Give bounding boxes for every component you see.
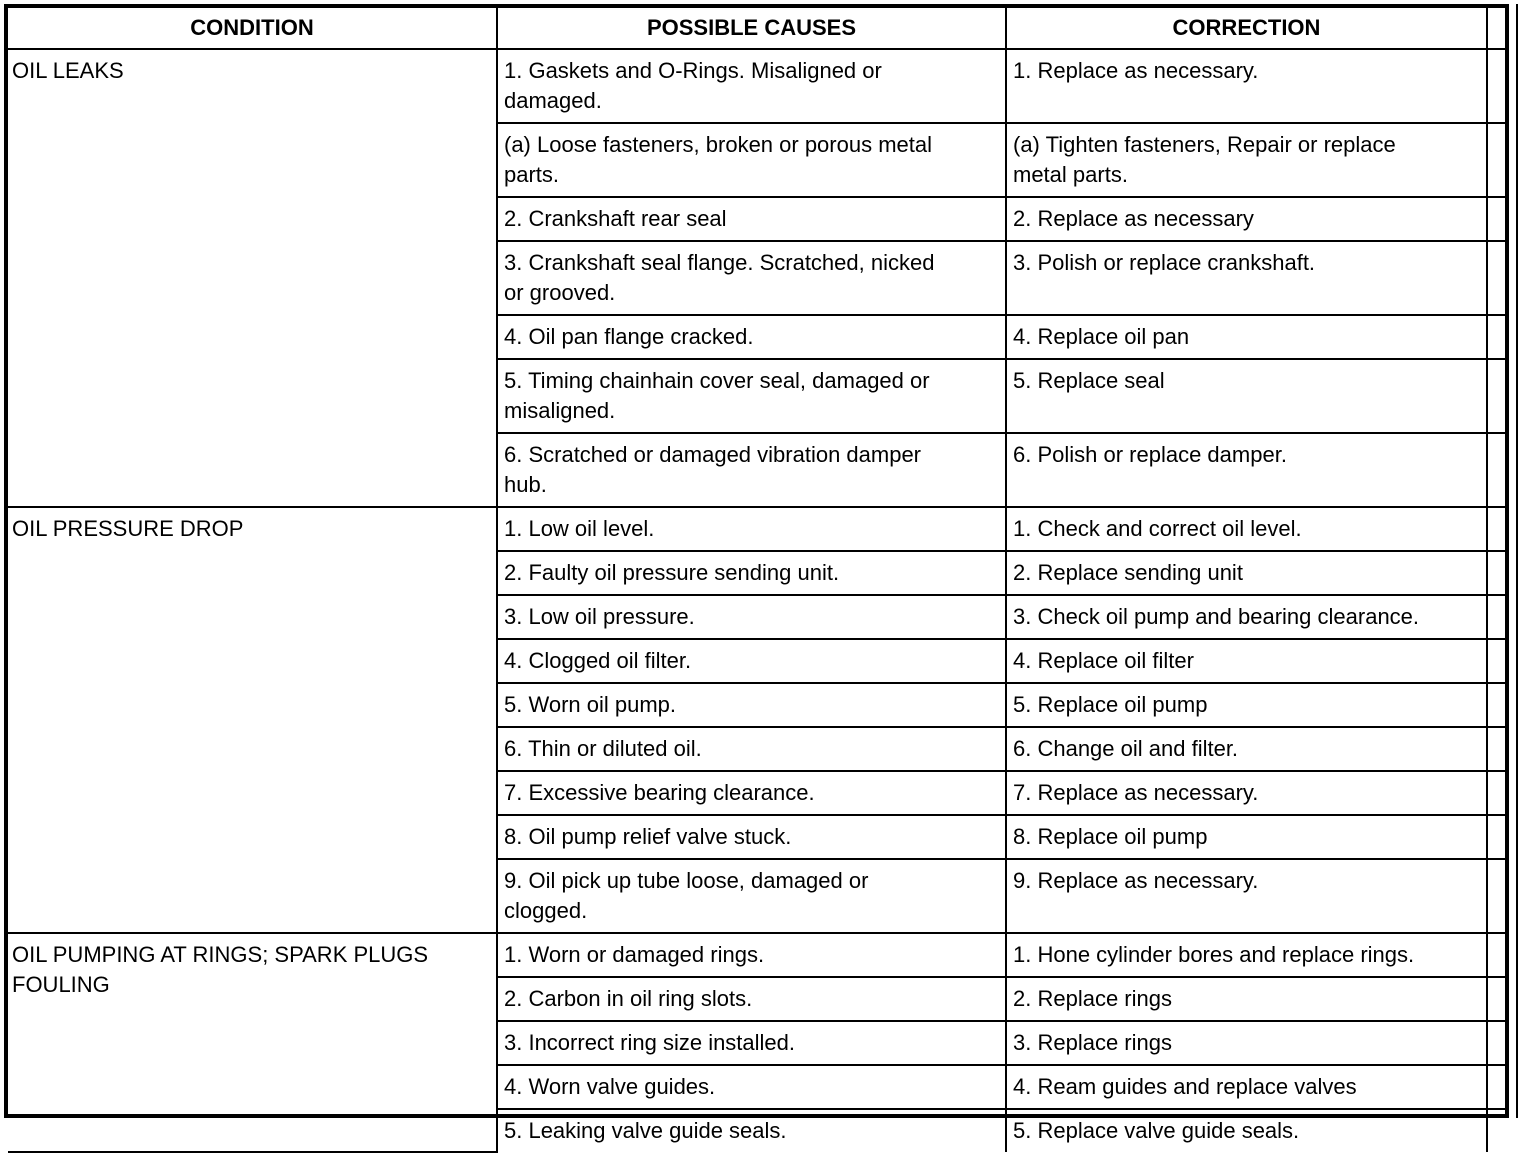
correction-cell: 3. Polish or replace crankshaft. bbox=[1006, 241, 1487, 315]
condition-cell: OIL PRESSURE DROP bbox=[8, 507, 497, 933]
cause-cell: 1. Low oil level. bbox=[497, 507, 1006, 551]
spare-cell bbox=[1487, 315, 1505, 359]
cause-cell: 7. Excessive bearing clearance. bbox=[497, 771, 1006, 815]
table-row bbox=[8, 507, 1505, 551]
header-condition: CONDITION bbox=[8, 8, 497, 49]
table-row bbox=[8, 933, 1505, 977]
cause-cell: 1. Gaskets and O-Rings. Misaligned or damaged. bbox=[497, 49, 1006, 123]
correction-cell: 4. Replace oil filter bbox=[1006, 639, 1487, 683]
correction-cell: 3. Replace rings bbox=[1006, 1021, 1487, 1065]
right-margin-rule bbox=[1516, 4, 1518, 1118]
spare-cell bbox=[1487, 771, 1505, 815]
cause-cell: 2. Carbon in oil ring slots. bbox=[497, 977, 1006, 1021]
correction-cell: 5. Replace oil pump bbox=[1006, 683, 1487, 727]
correction-cell: (a) Tighten fasteners, Repair or replace metal parts. bbox=[1006, 123, 1487, 197]
cause-cell: 3. Incorrect ring size installed. bbox=[497, 1021, 1006, 1065]
spare-cell bbox=[1487, 1065, 1505, 1109]
spare-cell bbox=[1487, 507, 1505, 551]
condition-cell: OIL LEAKS bbox=[8, 49, 497, 507]
spare-cell bbox=[1487, 815, 1505, 859]
spare-cell bbox=[1487, 977, 1505, 1021]
correction-cell: 6. Change oil and filter. bbox=[1006, 727, 1487, 771]
spare-cell bbox=[1487, 123, 1505, 197]
cause-cell: 4. Oil pan flange cracked. bbox=[497, 315, 1006, 359]
cause-cell: 6. Scratched or damaged vibration damper hub. bbox=[497, 433, 1006, 507]
correction-cell: 4. Replace oil pan bbox=[1006, 315, 1487, 359]
table-header-row bbox=[8, 8, 1505, 49]
cause-cell: 1. Worn or damaged rings. bbox=[497, 933, 1006, 977]
spare-cell bbox=[1487, 1109, 1505, 1152]
diagnosis-table bbox=[8, 8, 1505, 1153]
correction-cell: 1. Check and correct oil level. bbox=[1006, 507, 1487, 551]
spare-cell bbox=[1487, 859, 1505, 933]
correction-cell: 9. Replace as necessary. bbox=[1006, 859, 1487, 933]
spare-cell bbox=[1487, 551, 1505, 595]
spare-cell bbox=[1487, 639, 1505, 683]
correction-cell: 6. Polish or replace damper. bbox=[1006, 433, 1487, 507]
correction-cell: 4. Ream guides and replace valves bbox=[1006, 1065, 1487, 1109]
cause-cell: 6. Thin or diluted oil. bbox=[497, 727, 1006, 771]
table-row bbox=[8, 49, 1505, 123]
cause-cell: 3. Crankshaft seal flange. Scratched, nicked or grooved. bbox=[497, 241, 1006, 315]
correction-cell: 2. Replace sending unit bbox=[1006, 551, 1487, 595]
spare-cell bbox=[1487, 727, 1505, 771]
spare-cell bbox=[1487, 197, 1505, 241]
spare-cell bbox=[1487, 595, 1505, 639]
header-possible-causes: POSSIBLE CAUSES bbox=[497, 8, 1006, 49]
correction-cell: 8. Replace oil pump bbox=[1006, 815, 1487, 859]
cause-cell: 8. Oil pump relief valve stuck. bbox=[497, 815, 1006, 859]
correction-cell: 5. Replace valve guide seals. bbox=[1006, 1109, 1487, 1152]
spare-cell bbox=[1487, 241, 1505, 315]
cause-cell: 4. Clogged oil filter. bbox=[497, 639, 1006, 683]
cause-cell: 2. Faulty oil pressure sending unit. bbox=[497, 551, 1006, 595]
correction-cell: 2. Replace rings bbox=[1006, 977, 1487, 1021]
correction-cell: 1. Hone cylinder bores and replace rings. bbox=[1006, 933, 1487, 977]
table-body bbox=[8, 49, 1505, 1152]
cause-cell: 9. Oil pick up tube loose, damaged or clogged. bbox=[497, 859, 1006, 933]
spare-cell bbox=[1487, 359, 1505, 433]
spare-cell bbox=[1487, 49, 1505, 123]
correction-cell: 7. Replace as necessary. bbox=[1006, 771, 1487, 815]
correction-cell: 5. Replace seal bbox=[1006, 359, 1487, 433]
cause-cell: 4. Worn valve guides. bbox=[497, 1065, 1006, 1109]
correction-cell: 3. Check oil pump and bearing clearance. bbox=[1006, 595, 1487, 639]
cause-cell: 2. Crankshaft rear seal bbox=[497, 197, 1006, 241]
cause-cell: (a) Loose fasteners, broken or porous metal parts. bbox=[497, 123, 1006, 197]
spare-cell bbox=[1487, 683, 1505, 727]
spare-cell bbox=[1487, 1021, 1505, 1065]
spare-column-header bbox=[1487, 8, 1505, 49]
cause-cell: 3. Low oil pressure. bbox=[497, 595, 1006, 639]
condition-cell: OIL PUMPING AT RINGS; SPARK PLUGS FOULING bbox=[8, 933, 497, 1152]
correction-cell: 2. Replace as necessary bbox=[1006, 197, 1487, 241]
cause-cell: 5. Timing chainhain cover seal, damaged or misaligned. bbox=[497, 359, 1006, 433]
correction-cell: 1. Replace as necessary. bbox=[1006, 49, 1487, 123]
header-correction: CORRECTION bbox=[1006, 8, 1487, 49]
diagnosis-table-frame bbox=[4, 4, 1509, 1143]
cause-cell: 5. Leaking valve guide seals. bbox=[497, 1109, 1006, 1152]
cause-cell: 5. Worn oil pump. bbox=[497, 683, 1006, 727]
spare-cell bbox=[1487, 433, 1505, 507]
spare-cell bbox=[1487, 933, 1505, 977]
